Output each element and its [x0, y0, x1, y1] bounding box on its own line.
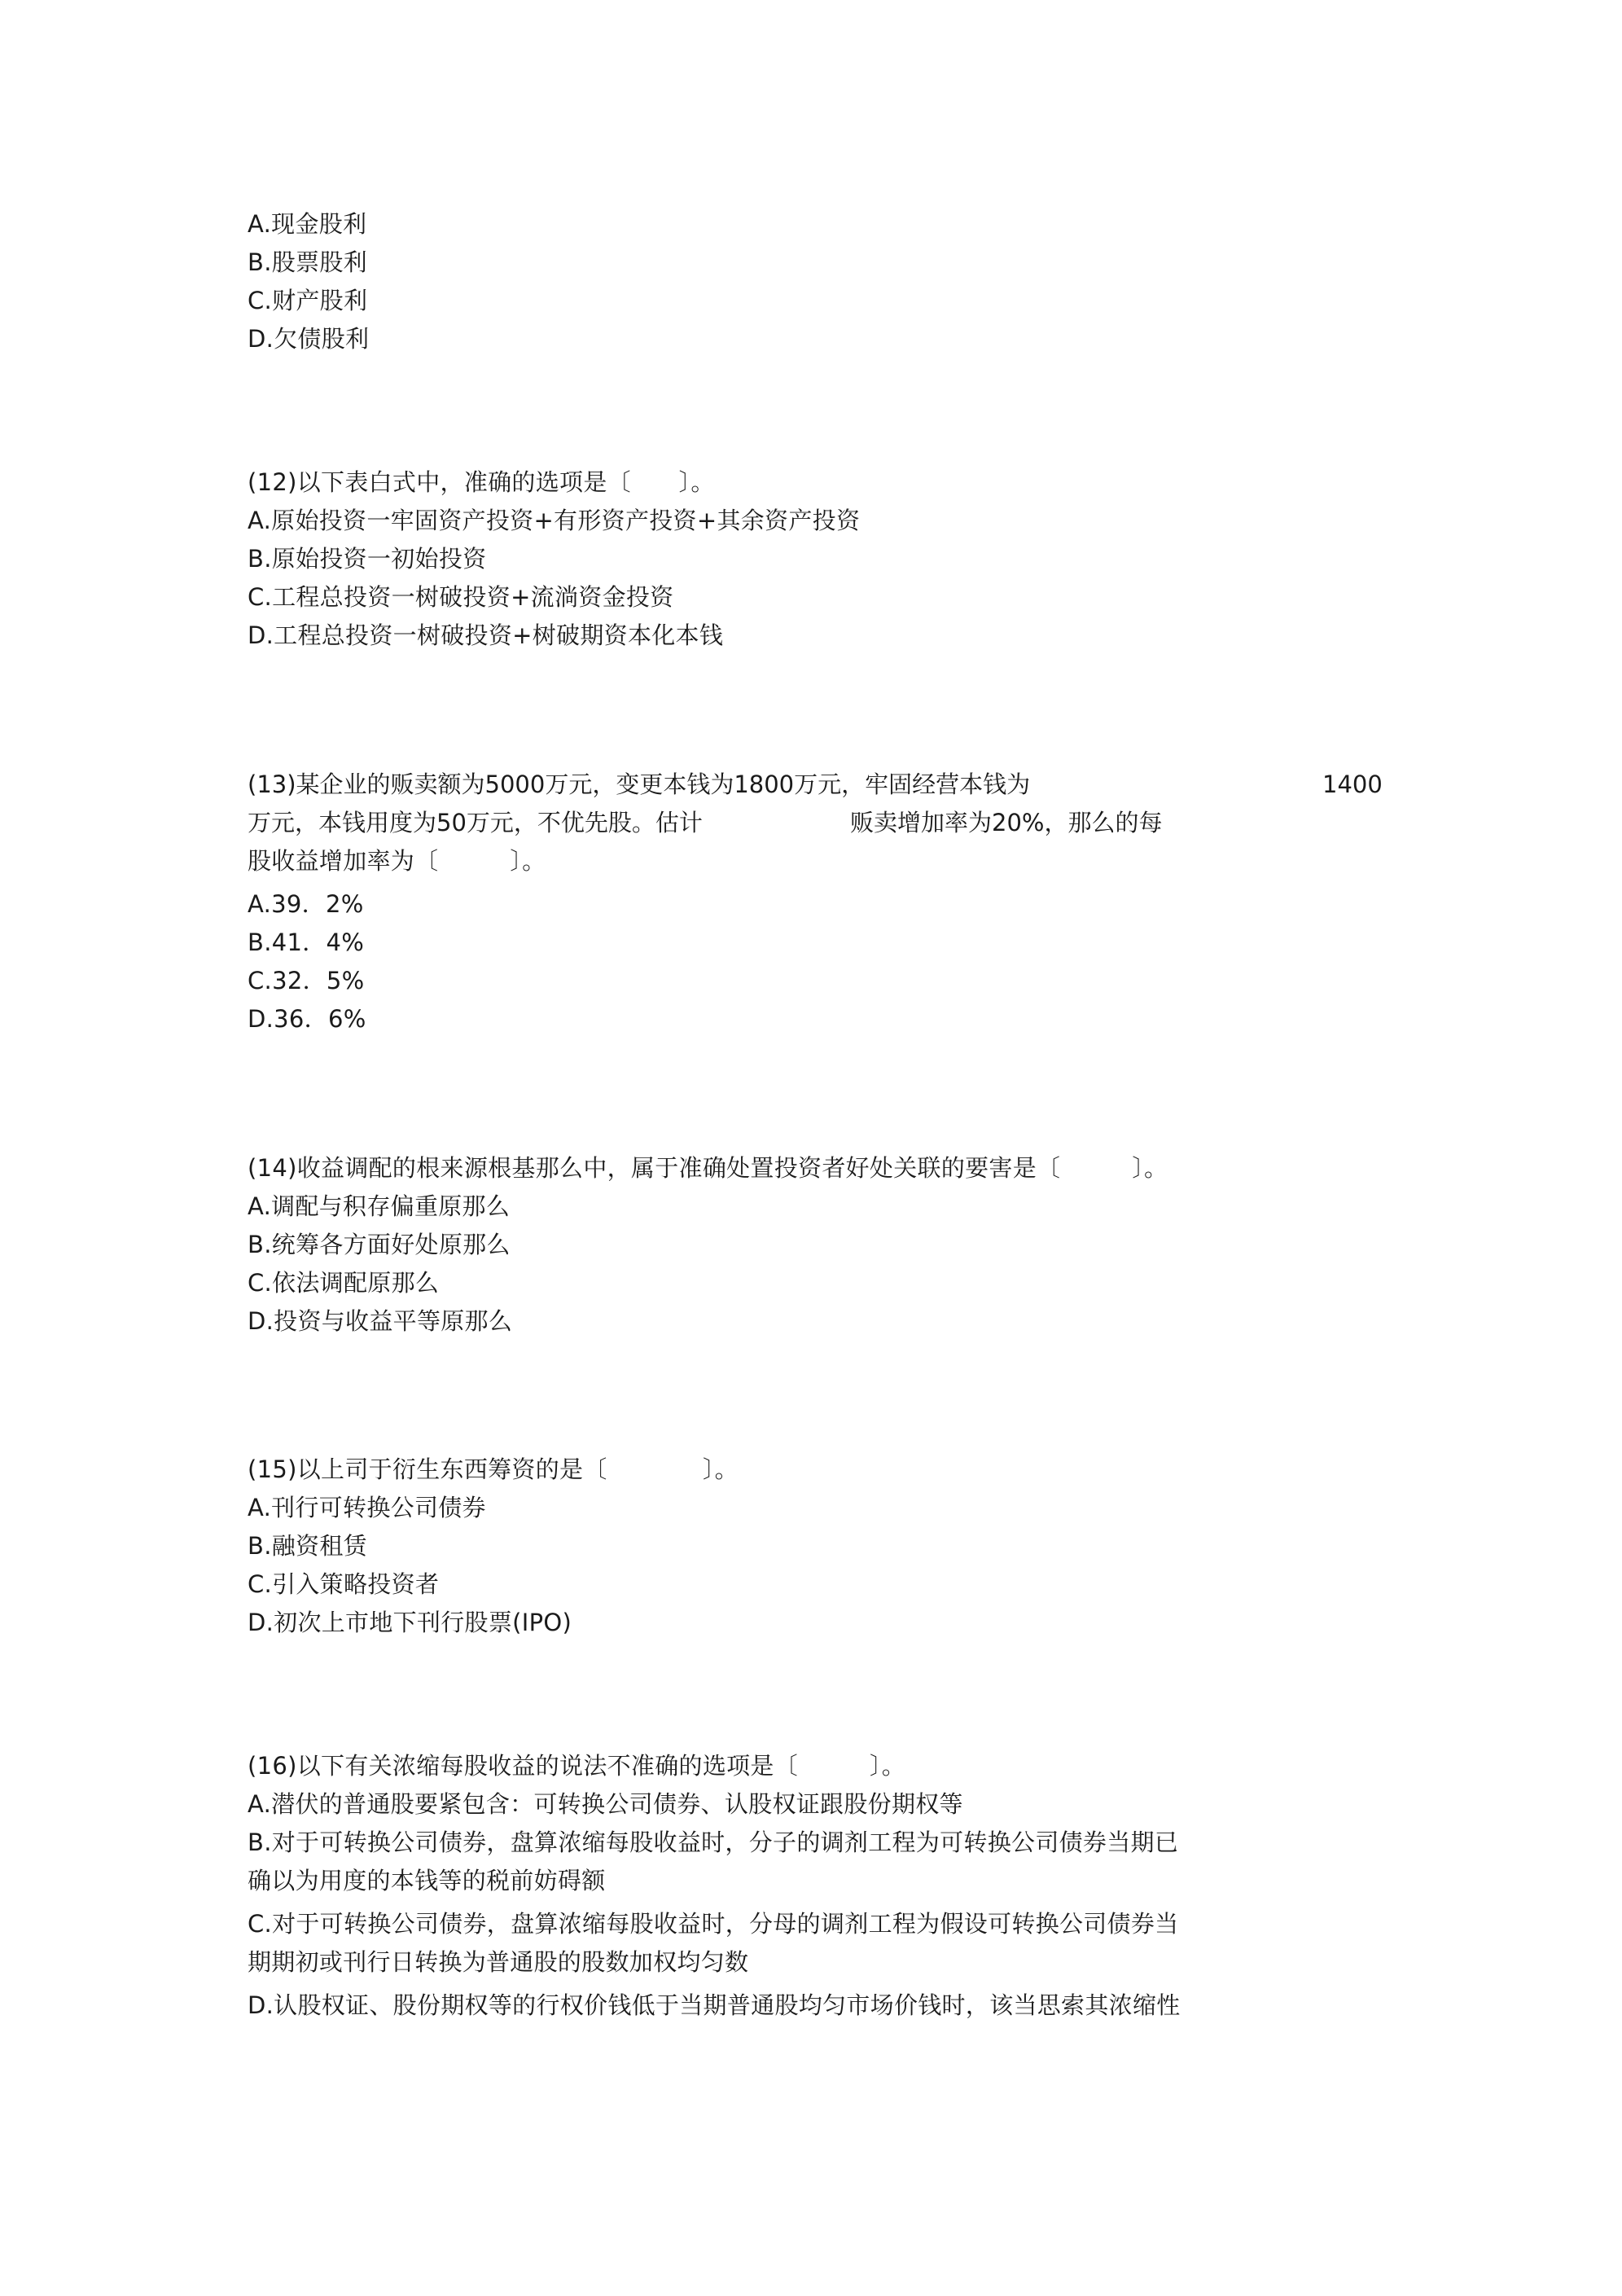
- option-b: B.原始投资一初始投资: [248, 545, 487, 573]
- option-c: C.依法调配原那么: [248, 1269, 440, 1297]
- stem-text-a: 万元，本钱用度为50万元，不优先股。估计: [248, 809, 703, 836]
- question-12: [248, 466, 1404, 657]
- option-b: B.融资租赁: [248, 1532, 367, 1560]
- option-c: C.工程总投资一树破投资+流淌资金投资: [248, 583, 674, 611]
- option-b: B.股票股利: [248, 248, 367, 276]
- question-15: [248, 1453, 1404, 1644]
- question-16: [248, 1749, 1404, 2027]
- option-d: D.欠债股利: [248, 325, 370, 353]
- option-a: A.刊行可转换公司债券: [248, 1494, 486, 1521]
- option-d-line-1: D.认股权证、股份期权等的行权价钱低于当期普通股均匀市场价钱时，该当思索其浓缩性: [248, 1991, 1181, 2019]
- question-stem: (14)收益调配的根来源根基那么中，属于准确处置投资者好处关联的要害是〔 〕。: [248, 1154, 1168, 1182]
- option-d: D.36．6%: [248, 1005, 366, 1033]
- question-11-options: [248, 208, 1404, 361]
- question-stem-line-1: [248, 768, 1404, 801]
- question-stem-line-3: 股收益增加率为〔 〕。: [248, 847, 546, 875]
- option-b: B.41．4%: [248, 928, 365, 956]
- option-c: C.引入策略投资者: [248, 1570, 440, 1598]
- option-c: C.财产股利: [248, 287, 368, 314]
- option-a: A.潜伏的普通股要紧包含：可转换公司债券、认股权证跟股份期权等: [248, 1790, 963, 1818]
- option-a: A.39．2%: [248, 890, 364, 918]
- option-c: C.32．5%: [248, 967, 365, 994]
- option-a: A.原始投资一牢固资产投资+有形资产投资+其余资产投资: [248, 507, 861, 534]
- option-c-line-2: 期期初或刊行日转换为普通股的股数加权均匀数: [248, 1948, 749, 1976]
- option-d: D.工程总投资一树破投资+树破期资本化本钱: [248, 621, 724, 649]
- stem-text-b: 贩卖增加率为20%，那么的每: [850, 809, 1163, 836]
- question-13: [248, 768, 1404, 1041]
- option-d: D.投资与收益平等原那么: [248, 1307, 513, 1335]
- option-b: B.统筹各方面好处原那么: [248, 1231, 511, 1258]
- question-stem-line-2: [248, 806, 1404, 839]
- option-a: A.现金股利: [248, 210, 367, 238]
- option-b-line-2: 确以为用度的本钱等的税前妨碍额: [248, 1867, 606, 1894]
- option-b-line-1: B.对于可转换公司债券，盘算浓缩每股收益时，分子的调剂工程为可转换公司债券当期已: [248, 1828, 1179, 1856]
- question-stem: (16)以下有关浓缩每股收益的说法不准确的选项是〔 〕。: [248, 1752, 906, 1780]
- option-d: D.初次上市地下刊行股票(IPO): [248, 1609, 572, 1636]
- stem-text: (13)某企业的贩卖额为5000万元，变更本钱为1800万元，牢固经营本钱为: [248, 770, 1031, 798]
- stem-number: 1400: [1322, 770, 1383, 798]
- question-stem: (12)以下表白式中，准确的选项是〔 〕。: [248, 468, 715, 496]
- option-c-line-1: C.对于可转换公司债券，盘算浓缩每股收益时，分母的调剂工程为假设可转换公司债券当: [248, 1910, 1179, 1938]
- question-14: [248, 1152, 1404, 1343]
- option-a: A.调配与积存偏重原那么: [248, 1192, 511, 1220]
- question-stem: (15)以上司于衍生东西筹资的是〔 〕。: [248, 1455, 739, 1483]
